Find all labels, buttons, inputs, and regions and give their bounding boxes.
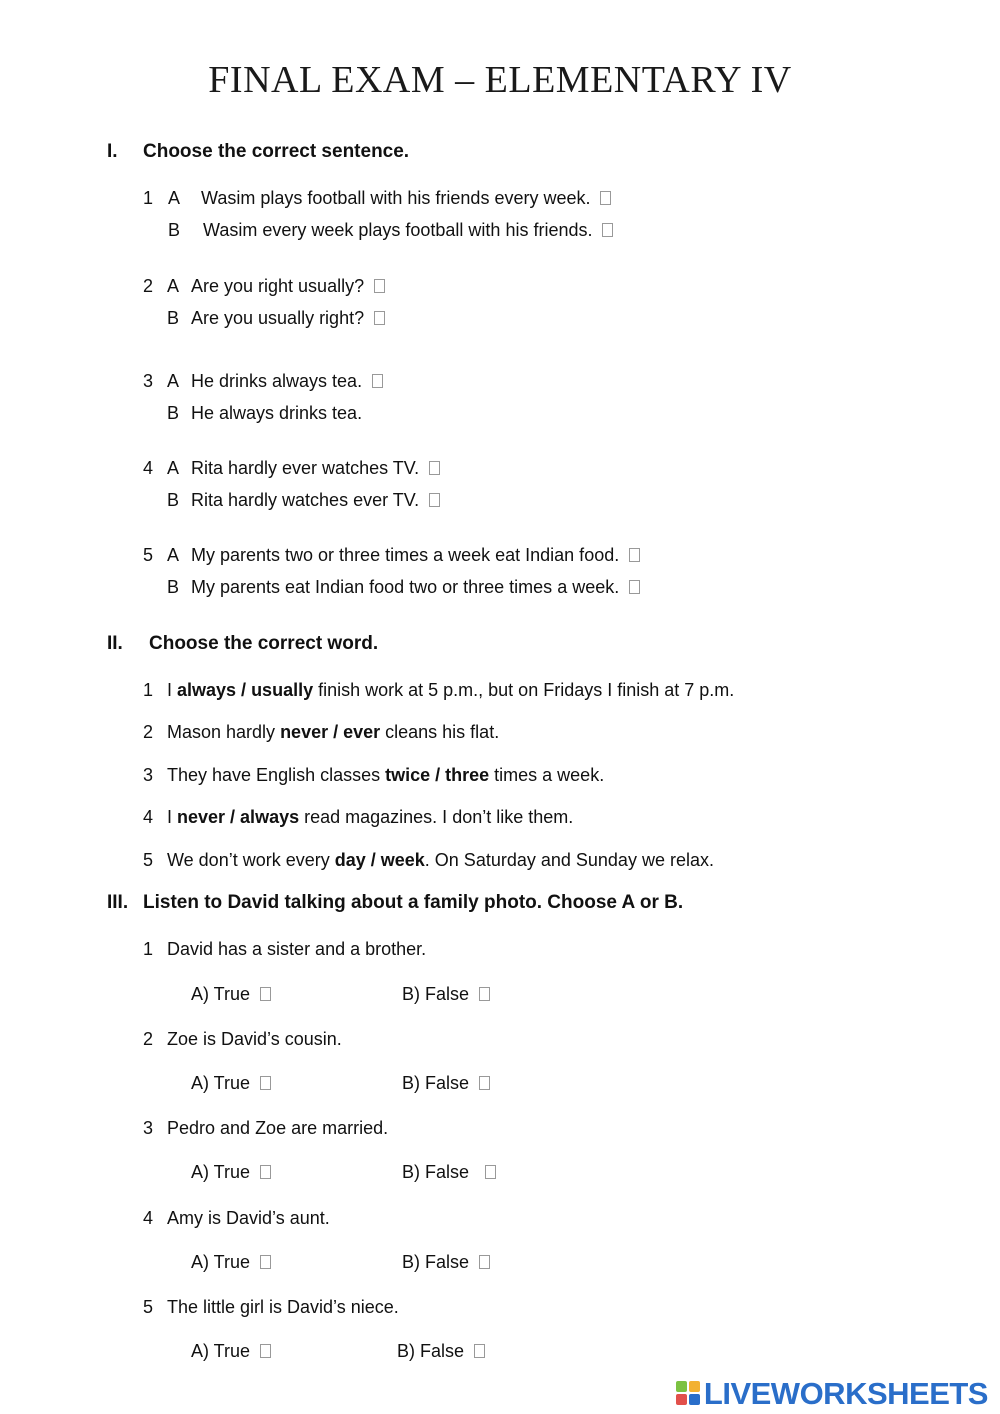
page-title: FINAL EXAM – ELEMENTARY IV bbox=[208, 59, 792, 101]
checkbox[interactable] bbox=[479, 1076, 490, 1090]
part3-q4-statement: Amy is David’s aunt. bbox=[167, 1208, 330, 1228]
checkbox[interactable] bbox=[260, 1076, 271, 1090]
part2-q5-number: 5 bbox=[143, 850, 154, 870]
part3-q5-false-option[interactable] bbox=[397, 1340, 485, 1362]
part1-q2-letter-a: A bbox=[167, 276, 180, 296]
part1-q5-letter-a: A bbox=[167, 545, 180, 565]
option-text: My parents eat Indian food two or three times a week. bbox=[191, 577, 620, 597]
part2-q1-number: 1 bbox=[143, 680, 154, 700]
part1-q5-letter-b: B bbox=[167, 577, 180, 597]
part1-q4-letter-b: B bbox=[167, 490, 180, 510]
word-choice[interactable]: always / usually bbox=[177, 680, 314, 700]
part2-q5-sentence bbox=[167, 849, 714, 871]
true-label: A) True bbox=[191, 1341, 251, 1361]
part3-q2-statement: Zoe is David’s cousin. bbox=[167, 1029, 342, 1049]
option-text: He always drinks tea. bbox=[191, 403, 363, 423]
part1-q1-option-a bbox=[201, 187, 611, 209]
word-choice[interactable]: never / always bbox=[177, 807, 300, 827]
word-choice[interactable]: twice / three bbox=[385, 765, 490, 785]
part3-q1-true-option[interactable] bbox=[191, 983, 271, 1005]
section-1-title: Choose the correct sentence. bbox=[143, 141, 410, 162]
part3-q3-number: 3 bbox=[143, 1118, 154, 1138]
part2-q2-sentence bbox=[167, 721, 499, 743]
liveworksheets-logo bbox=[676, 1376, 988, 1412]
part3-q3-false-option[interactable] bbox=[402, 1161, 496, 1183]
part3-q2-false-option[interactable] bbox=[402, 1072, 490, 1094]
checkbox[interactable] bbox=[485, 1165, 496, 1179]
part1-q5-number: 5 bbox=[143, 545, 154, 565]
false-label: B) False bbox=[397, 1341, 465, 1361]
part3-q5-statement: The little girl is David’s niece. bbox=[167, 1297, 399, 1317]
checkbox[interactable] bbox=[429, 493, 440, 507]
part2-q2-number: 2 bbox=[143, 722, 154, 742]
word-choice[interactable]: never / ever bbox=[280, 722, 381, 742]
part3-q4-true-option[interactable] bbox=[191, 1251, 271, 1273]
option-text: Are you right usually? bbox=[191, 276, 365, 296]
false-label: B) False bbox=[402, 1162, 470, 1182]
sentence-end: read magazines. I don’t like them. bbox=[299, 807, 574, 827]
checkbox[interactable] bbox=[372, 374, 383, 388]
part3-q2-number: 2 bbox=[143, 1029, 154, 1049]
checkbox[interactable] bbox=[374, 311, 385, 325]
part1-q5-option-a bbox=[191, 544, 640, 566]
false-label: B) False bbox=[402, 1073, 470, 1093]
sentence-end: times a week. bbox=[489, 765, 605, 785]
checkbox[interactable] bbox=[629, 548, 640, 562]
part1-q5-option-b bbox=[191, 576, 640, 598]
checkbox[interactable] bbox=[260, 987, 271, 1001]
part1-q2-option-b bbox=[191, 307, 385, 329]
part3-q1-number: 1 bbox=[143, 939, 154, 959]
sentence-end: . On Saturday and Sunday we relax. bbox=[424, 850, 714, 870]
part1-q1-letter-a: A bbox=[168, 188, 181, 208]
part3-q1-statement: David has a sister and a brother. bbox=[167, 939, 427, 959]
checkbox[interactable] bbox=[600, 191, 611, 205]
option-text: Wasim every week plays football with his friends. bbox=[203, 220, 593, 240]
part3-q5-true-option[interactable] bbox=[191, 1340, 271, 1362]
part1-q1-option-b bbox=[203, 219, 613, 241]
part1-q4-number: 4 bbox=[143, 458, 154, 478]
part1-q2-letter-b: B bbox=[167, 308, 180, 328]
sentence-end: cleans his flat. bbox=[380, 722, 500, 742]
part1-q3-letter-a: A bbox=[167, 371, 180, 391]
part1-q3-number: 3 bbox=[143, 371, 154, 391]
part1-q1-number: 1 bbox=[143, 188, 154, 208]
checkbox[interactable] bbox=[602, 223, 613, 237]
part3-q3-true-option[interactable] bbox=[191, 1161, 271, 1183]
part3-q1-false-option[interactable] bbox=[402, 983, 490, 1005]
part3-q5-number: 5 bbox=[143, 1297, 154, 1317]
sentence-start: I bbox=[167, 807, 178, 827]
section-1-number: I. bbox=[107, 141, 118, 162]
option-text: Rita hardly watches ever TV. bbox=[191, 490, 420, 510]
checkbox[interactable] bbox=[374, 279, 385, 293]
part1-q3-letter-b: B bbox=[167, 403, 180, 423]
option-text: My parents two or three times a week eat Indian food. bbox=[191, 545, 620, 565]
checkbox[interactable] bbox=[479, 987, 490, 1001]
section-3-title: Listen to David talking about a family photo. Choose A or B. bbox=[143, 892, 684, 913]
part2-q1-sentence bbox=[167, 679, 734, 701]
option-text: Wasim plays football with his friends every week. bbox=[201, 188, 591, 208]
part3-q4-number: 4 bbox=[143, 1208, 154, 1228]
part2-q3-number: 3 bbox=[143, 765, 154, 785]
checkbox[interactable] bbox=[429, 461, 440, 475]
logo-grid-icon bbox=[676, 1381, 702, 1407]
sentence-end: finish work at 5 p.m., but on Fridays I finish at 7 p.m. bbox=[313, 680, 735, 700]
false-label: B) False bbox=[402, 984, 470, 1004]
section-3-number: III. bbox=[107, 892, 129, 913]
sentence-start: Mason hardly bbox=[167, 722, 281, 742]
checkbox[interactable] bbox=[479, 1255, 490, 1269]
option-text: He drinks always tea. bbox=[191, 371, 363, 391]
true-label: A) True bbox=[191, 1073, 251, 1093]
sentence-start: I bbox=[167, 680, 178, 700]
section-2-title: Choose the correct word. bbox=[149, 633, 379, 654]
part2-q4-number: 4 bbox=[143, 807, 154, 827]
part1-q2-option-a bbox=[191, 275, 385, 297]
brand-name: LIVEWORKSHEETS bbox=[703, 1376, 988, 1411]
checkbox[interactable] bbox=[260, 1255, 271, 1269]
checkbox[interactable] bbox=[260, 1344, 271, 1358]
true-label: A) True bbox=[191, 984, 251, 1004]
checkbox[interactable] bbox=[629, 580, 640, 594]
true-label: A) True bbox=[191, 1252, 251, 1272]
part1-q4-option-a bbox=[191, 457, 440, 479]
part1-q4-letter-a: A bbox=[167, 458, 180, 478]
part3-q4-false-option[interactable] bbox=[402, 1251, 490, 1273]
part1-q1-letter-b: B bbox=[168, 220, 181, 240]
part3-q3-statement: Pedro and Zoe are married. bbox=[167, 1118, 389, 1138]
part1-q4-option-b bbox=[191, 489, 440, 511]
section-2-number: II. bbox=[107, 633, 123, 654]
option-text: Rita hardly ever watches TV. bbox=[191, 458, 420, 478]
checkbox[interactable] bbox=[474, 1344, 485, 1358]
part2-q4-sentence bbox=[167, 806, 573, 828]
part1-q2-number: 2 bbox=[143, 276, 154, 296]
word-choice[interactable]: day / week bbox=[334, 850, 425, 870]
sentence-start: We don’t work every bbox=[167, 850, 335, 870]
part1-q3-option-a bbox=[191, 370, 383, 392]
part1-q3-option-b bbox=[191, 402, 362, 424]
part3-q2-true-option[interactable] bbox=[191, 1072, 271, 1094]
true-label: A) True bbox=[191, 1162, 251, 1182]
checkbox[interactable] bbox=[260, 1165, 271, 1179]
part2-q3-sentence bbox=[167, 764, 604, 786]
option-text: Are you usually right? bbox=[191, 308, 365, 328]
false-label: B) False bbox=[402, 1252, 470, 1272]
sentence-start: They have English classes bbox=[167, 765, 386, 785]
